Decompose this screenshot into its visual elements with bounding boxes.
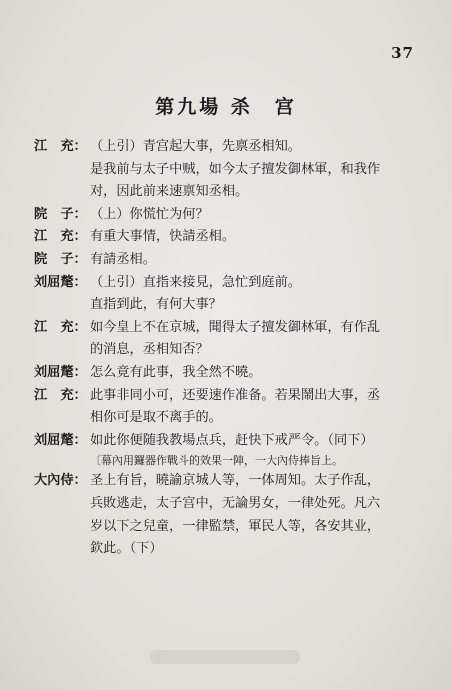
dialogue-entry [34,362,434,385]
speaker-name: 刘屈氂： [34,432,87,448]
dialogue-entry [34,430,434,453]
speaker-name: 刘屈氂： [34,274,87,290]
dialogue-lines [90,204,434,227]
dialogue-line: 如今皇上不在京城，聞得太子擅发御林軍，有作乱 [90,319,381,335]
dialogue-line: 的消息，丞相知否？ [90,342,209,358]
dialogue-line: 有請丞相。 [90,251,156,267]
page-number: 37 [391,44,414,62]
dialogue-line: （上）你慌忙为何？ [90,206,209,222]
dialogue-line: 是我前与太子中贼，如今太子擅发御林軍，和我作 [90,161,381,177]
dialogue-lines [90,362,434,385]
dialogue-line: 怎么竟有此事，我全然不曉。 [90,364,262,380]
dialogue-line: 对，因此前来速禀知丞相。 [90,184,249,200]
dialogue-entry [34,249,434,272]
dialogue-entry [34,272,434,317]
dialogue-lines [90,470,434,560]
dialogue-line: 圣上有旨，曉諭京城人等，一体周知。太子作乱， [90,473,381,489]
dialogue-lines [90,430,434,453]
dialogue-lines [90,317,434,362]
dialogue-entry [34,317,434,362]
dialogue-entry [34,136,434,204]
speaker-name: 江 充： [34,319,87,335]
dialogue-lines [90,385,434,430]
dialogue-lines [90,226,434,249]
speaker-name: 大內侍： [34,473,87,489]
dialogue-line: （上引）青宫起大事，先禀丞相知。 [90,139,301,154]
dialogue-line: 兵敗逃走，太子宫中，无論男女，一律处死。凡六 [90,495,381,511]
dialogue-lines [90,136,434,204]
dialogue-line: 欽此。（下） [90,541,163,557]
dialogue-entry [34,470,434,560]
speaker-name: 江 充： [34,387,87,403]
speaker-name: 院 子： [34,251,87,267]
dialogue-line: 直指到此，有何大事？ [90,297,222,313]
stage-direction: 〔幕內用鑼器作戰斗的效果一陣，一大內侍捧旨上。 [90,454,343,468]
dialogue-line: 如此你便随我教場点兵，赶快下戒严令。（同下） [90,432,374,448]
dialogue-entry [34,385,434,430]
dialogue-line: （上引）直指来接見，急忙到庭前。 [90,274,301,290]
dialogue-entry [34,204,434,227]
dialogue-entry [34,226,434,249]
speaker-name: 江 充： [34,229,87,245]
dialogue-line: 有重大事情，快請丞相。 [90,229,236,245]
speaker-name: 刘屈氂： [34,364,87,380]
speaker-name: 江 充： [34,139,87,154]
scene-title: 第九場 杀 宫 [155,96,297,118]
dialogue-lines [90,272,434,317]
scan-smudge [150,650,300,664]
speaker-name: 院 子： [34,206,87,222]
dialogue-line: 此事非同小可，还要速作准备。若果鬧出大事，丞 [90,387,381,403]
dialogue-line: 岁以下之兒童，一律監禁，軍民人等，各安其业， [90,518,381,534]
script-body [34,136,434,561]
dialogue-line: 相你可是取不离手的。 [90,410,222,426]
dialogue-lines [90,249,434,272]
